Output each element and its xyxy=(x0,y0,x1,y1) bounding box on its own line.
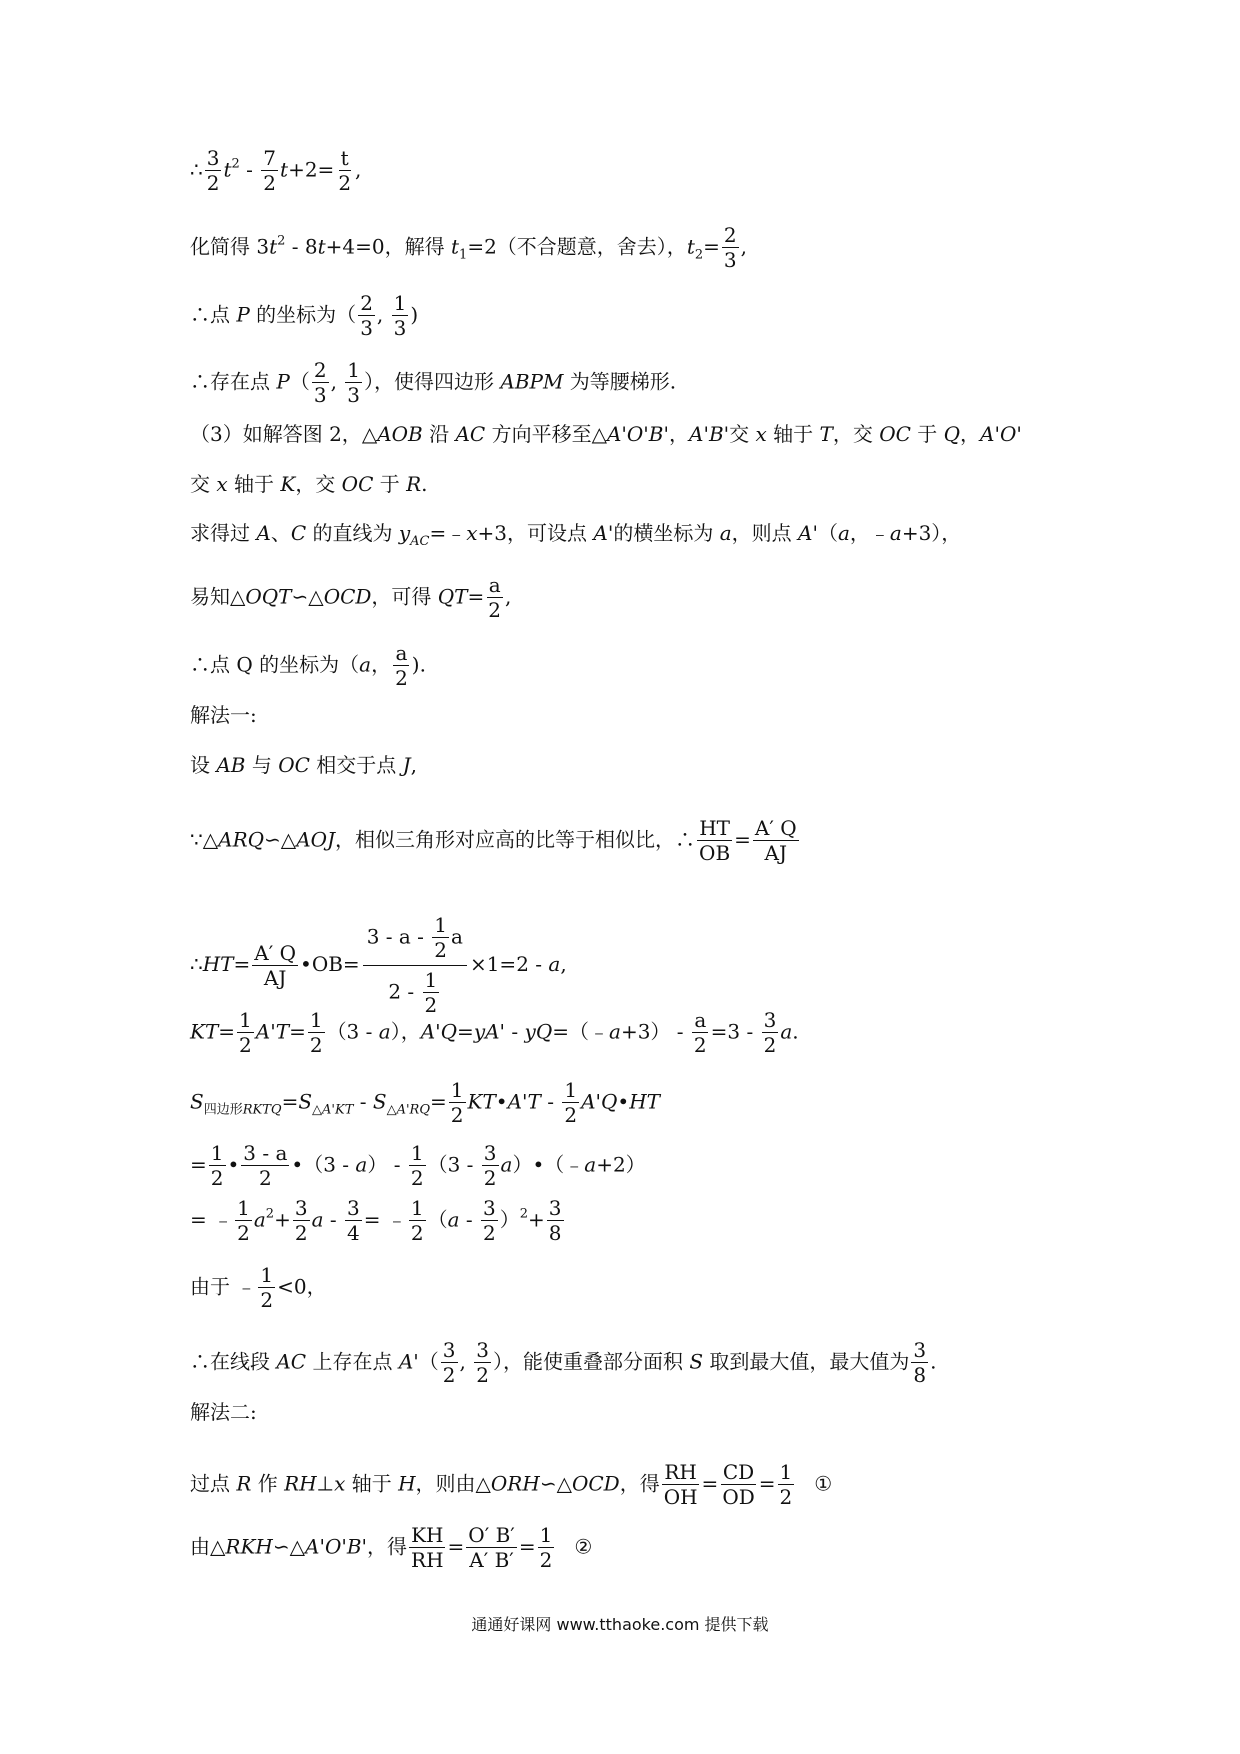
p-coord-line: ∴点 P 的坐标为（ $\frac{2}{3}$ , $\frac{1}{3}$ ) xyxy=(190,291,419,340)
area-formula-line: $S_{四边形RKTQ}=S_{\triangle A'KT} - S_{\triangle A'RQ}=$ $\frac{1}{2}$ KT•A'T - $\frac{1}{2}$ A'Q•HT xyxy=(190,1078,660,1127)
area-expand-line: = $\frac{1}{2}$ • $\frac{3 - a}{2}$ •（3 - a） - $\frac{1}{2}$ （3 - $\frac{3}{2}$ a）•（﹣a+2） xyxy=(190,1141,646,1190)
simplify-line: 化简得 $3t^2 - 8t+4=0$，解得 $t_1=2$（不合题意，舍去），$t_2=$ $\frac{2}{3}$ , xyxy=(190,223,747,272)
equation-line-1: ∴ $\frac{3}{2}$ $t^2$ - $\frac{7}{2}$ t+2= $\frac{t}{2}$ , xyxy=(190,146,362,195)
rh-perp-line: 过点 R 作 RH⊥x 轴于 H，则由△ORH∽△OCD，得 $\frac{RH}{OH}$ = $\frac{CD}{OD}$ = $\frac{1}{2}$ ① xyxy=(190,1460,833,1509)
rkh-similar-line: 由△RKH∽△A'O'B'，得 $\frac{KH}{RH}$ = $\frac{O' B'}{A' B'}$ = $\frac{1}{2}$ ② xyxy=(190,1523,593,1572)
similar-oqt-line: 易知△OQT∽△OCD，可得 QT= $\frac{a}{2}$ , xyxy=(190,573,512,622)
equation-marker-2: ② xyxy=(574,1534,593,1559)
set-ab-line: 设 AB 与 OC 相交于点 J, xyxy=(190,753,418,777)
therefore-symbol: ∴ xyxy=(190,157,203,182)
solution-one-label: 解法一: xyxy=(190,703,257,727)
kt-aq-line: KT= $\frac{1}{2}$ A'T= $\frac{1}{2}$ （3 - a），A'Q=yA' - yQ=（﹣a+3） - $\frac{a}{2}$ =3 - $\frac{3}{2}$ a. xyxy=(190,1008,799,1057)
ht-compute-line: ∴HT= $\frac{A' Q}{AJ}$ •OB= 3 - a - $\frac{1}{2}$ a 2 - $\frac{1}{2}$ ×1=2 - a, xyxy=(190,913,567,1017)
page-footer: 通通好课网 www.tthaoke.com 提供下载 xyxy=(471,1615,769,1634)
part3-line-1: （3）如解答图 2，△AOB 沿 AC 方向平移至△A'O'B'，A'B'交 x 轴于 T，交 OC 于 Q，A'O' xyxy=(190,422,1022,446)
solution-two-label: 解法二: xyxy=(190,1400,257,1424)
exist-p-line: ∴存在点 P（ $\frac{2}{3}$ , $\frac{1}{3}$ ），使得四边形 ABPM 为等腰梯形. xyxy=(190,358,677,407)
q-coord-line: ∴点 Q 的坐标为（a， $\frac{a}{2}$ ). xyxy=(190,641,426,690)
area-simplify-line: = ﹣ $\frac{1}{2}$ $a^2+$ $\frac{3}{2}$ a - $\frac{3}{4}$ = ﹣ $\frac{1}{2}$ （a - $\frac{3}{2}$ ）$^2$+ $\frac{3}{8}$ xyxy=(190,1196,562,1245)
equation-marker-1: ① xyxy=(814,1471,833,1496)
part3-line-2: 交 x 轴于 K，交 OC 于 R. xyxy=(190,472,428,496)
since-negative-line: 由于 ﹣ $\frac{1}{2}$ <0， xyxy=(190,1263,327,1312)
max-area-conclusion: ∴在线段 AC 上存在点 A'（ $\frac{3}{2}$ , $\frac{3}{2}$ ），能使重叠部分面积 S 取到最大值，最大值为 $\frac{3}{8}$ . xyxy=(190,1338,937,1387)
line-ac-equation: 求得过 A、C 的直线为 $y_{AC}=﹣x+3$，可设点 A'的横坐标为 a，则点 A'（a，﹣a+3）， xyxy=(190,521,962,549)
similar-arq-line: ∵△ARQ∽△AOJ，相似三角形对应高的比等于相似比，∴ $\frac{HT}{OB}$ = $\frac{A' Q}{AJ}$ xyxy=(190,816,797,865)
